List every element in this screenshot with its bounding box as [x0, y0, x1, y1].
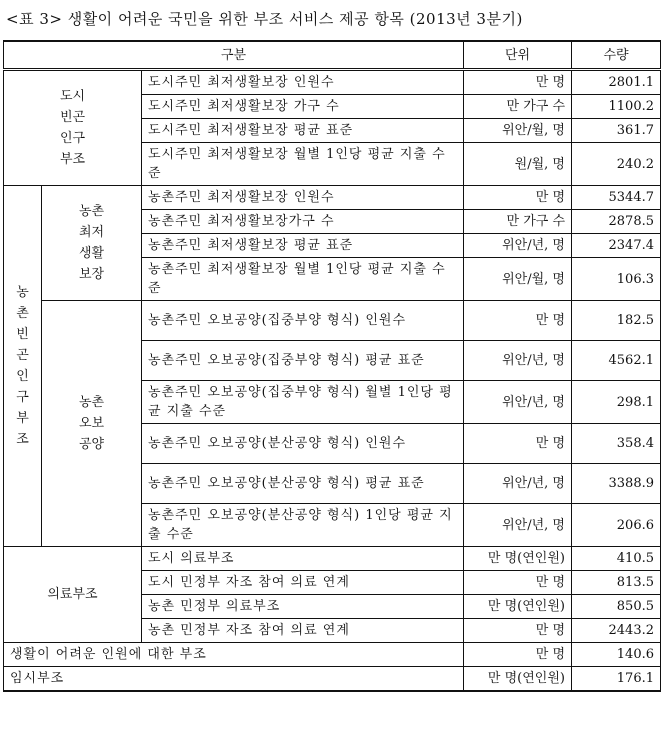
aid-services-table — [3, 40, 661, 692]
quantity-cell: 2443.2 — [572, 619, 661, 643]
item-cell: 농촌주민 오보공양(집중부양 형식) 평균 표준 — [142, 341, 464, 381]
item-cell: 농촌주민 최저생활보장 인원수 — [142, 186, 464, 210]
unit-cell: 위안/년, 명 — [464, 234, 572, 258]
table-caption: <표 3> 생활이 어려운 국민을 위한 부조 서비스 제공 항목 (2013년 3분기) — [6, 10, 523, 28]
unit-cell: 위안/월, 명 — [464, 119, 572, 143]
table-row — [4, 547, 661, 571]
quantity-cell: 176.1 — [572, 667, 661, 692]
table-row — [4, 667, 661, 692]
item-cell: 농촌주민 오보공양(분산공양 형식) 1인당 평균 지출 수준 — [142, 504, 464, 547]
subgroup-label-text: 농촌 최저 생활 보장 — [78, 204, 105, 282]
unit-cell: 만 명 — [464, 619, 572, 643]
quantity-cell: 358.4 — [572, 424, 661, 464]
unit-cell: 만 명(연인원) — [464, 667, 572, 692]
group-label-temporary: 임시부조 — [4, 667, 464, 692]
header-quantity: 수량 — [572, 41, 661, 70]
quantity-cell: 2801.1 — [572, 70, 661, 95]
item-cell: 농촌주민 최저생활보장가구 수 — [142, 210, 464, 234]
quantity-cell: 140.6 — [572, 643, 661, 667]
item-cell: 농촌 민정부 의료부조 — [142, 595, 464, 619]
unit-cell: 만 명(연인원) — [464, 595, 572, 619]
group-label-text: 도시 빈곤 인구 부조 — [59, 89, 86, 167]
unit-cell: 만 명 — [464, 70, 572, 95]
item-cell: 도시 의료부조 — [142, 547, 464, 571]
quantity-cell: 1100.2 — [572, 95, 661, 119]
header-row — [4, 41, 661, 70]
table-row — [4, 186, 661, 210]
header-category: 구분 — [4, 41, 464, 70]
item-cell: 농촌주민 최저생활보장 평균 표준 — [142, 234, 464, 258]
group-label-medical: 의료부조 — [4, 547, 142, 643]
quantity-cell: 5344.7 — [572, 186, 661, 210]
item-cell: 농촌주민 오보공양(분산공양 형식) 인원수 — [142, 424, 464, 464]
unit-cell: 위안/년, 명 — [464, 464, 572, 504]
item-cell: 도시주민 최저생활보장 가구 수 — [142, 95, 464, 119]
unit-cell: 만 가구 수 — [464, 95, 572, 119]
quantity-cell: 182.5 — [572, 301, 661, 341]
quantity-cell: 361.7 — [572, 119, 661, 143]
quantity-cell: 2347.4 — [572, 234, 661, 258]
quantity-cell: 106.3 — [572, 258, 661, 301]
item-cell: 도시 민정부 자조 참여 의료 연계 — [142, 571, 464, 595]
quantity-cell: 410.5 — [572, 547, 661, 571]
item-cell: 농촌주민 오보공양(분산공양 형식) 평균 표준 — [142, 464, 464, 504]
unit-cell: 만 명 — [464, 571, 572, 595]
item-cell: 도시주민 최저생활보장 인원수 — [142, 70, 464, 95]
unit-cell: 위안/년, 명 — [464, 341, 572, 381]
subgroup-label-minimum — [42, 186, 142, 301]
item-cell: 도시주민 최저생활보장 평균 표준 — [142, 119, 464, 143]
unit-cell: 만 가구 수 — [464, 210, 572, 234]
item-cell: 농촌주민 오보공양(집중부양 형식) 월별 1인당 평균 지출 수준 — [142, 381, 464, 424]
unit-cell: 만 명 — [464, 643, 572, 667]
item-cell: 농촌주민 오보공양(집중부양 형식) 인원수 — [142, 301, 464, 341]
unit-cell: 위안/월, 명 — [464, 258, 572, 301]
subgroup-label-fivegua — [42, 301, 142, 547]
quantity-cell: 298.1 — [572, 381, 661, 424]
quantity-cell: 240.2 — [572, 143, 661, 186]
unit-cell: 위안/년, 명 — [464, 504, 572, 547]
quantity-cell: 206.6 — [572, 504, 661, 547]
unit-cell: 만 명 — [464, 186, 572, 210]
group-label-text: 농촌빈곤인구부조 — [16, 285, 29, 447]
quantity-cell: 3388.9 — [572, 464, 661, 504]
quantity-cell: 850.5 — [572, 595, 661, 619]
group-label-rural — [4, 186, 42, 547]
quantity-cell: 2878.5 — [572, 210, 661, 234]
header-unit: 단위 — [464, 41, 572, 70]
quantity-cell: 4562.1 — [572, 341, 661, 381]
item-cell: 도시주민 최저생활보장 월별 1인당 평균 지출 수준 — [142, 143, 464, 186]
table-row — [4, 70, 661, 95]
table-row — [4, 643, 661, 667]
table-row — [4, 301, 661, 341]
unit-cell: 만 명 — [464, 424, 572, 464]
item-cell: 농촌주민 최저생활보장 월별 1인당 평균 지출 수준 — [142, 258, 464, 301]
group-label-hardship: 생활이 어려운 인원에 대한 부조 — [4, 643, 464, 667]
quantity-cell: 813.5 — [572, 571, 661, 595]
group-label-urban — [4, 70, 142, 186]
unit-cell: 위안/년, 명 — [464, 381, 572, 424]
unit-cell: 만 명(연인원) — [464, 547, 572, 571]
unit-cell: 만 명 — [464, 301, 572, 341]
subgroup-label-text: 농촌 오보 공양 — [78, 395, 105, 452]
item-cell: 농촌 민정부 자조 참여 의료 연계 — [142, 619, 464, 643]
unit-cell: 원/월, 명 — [464, 143, 572, 186]
